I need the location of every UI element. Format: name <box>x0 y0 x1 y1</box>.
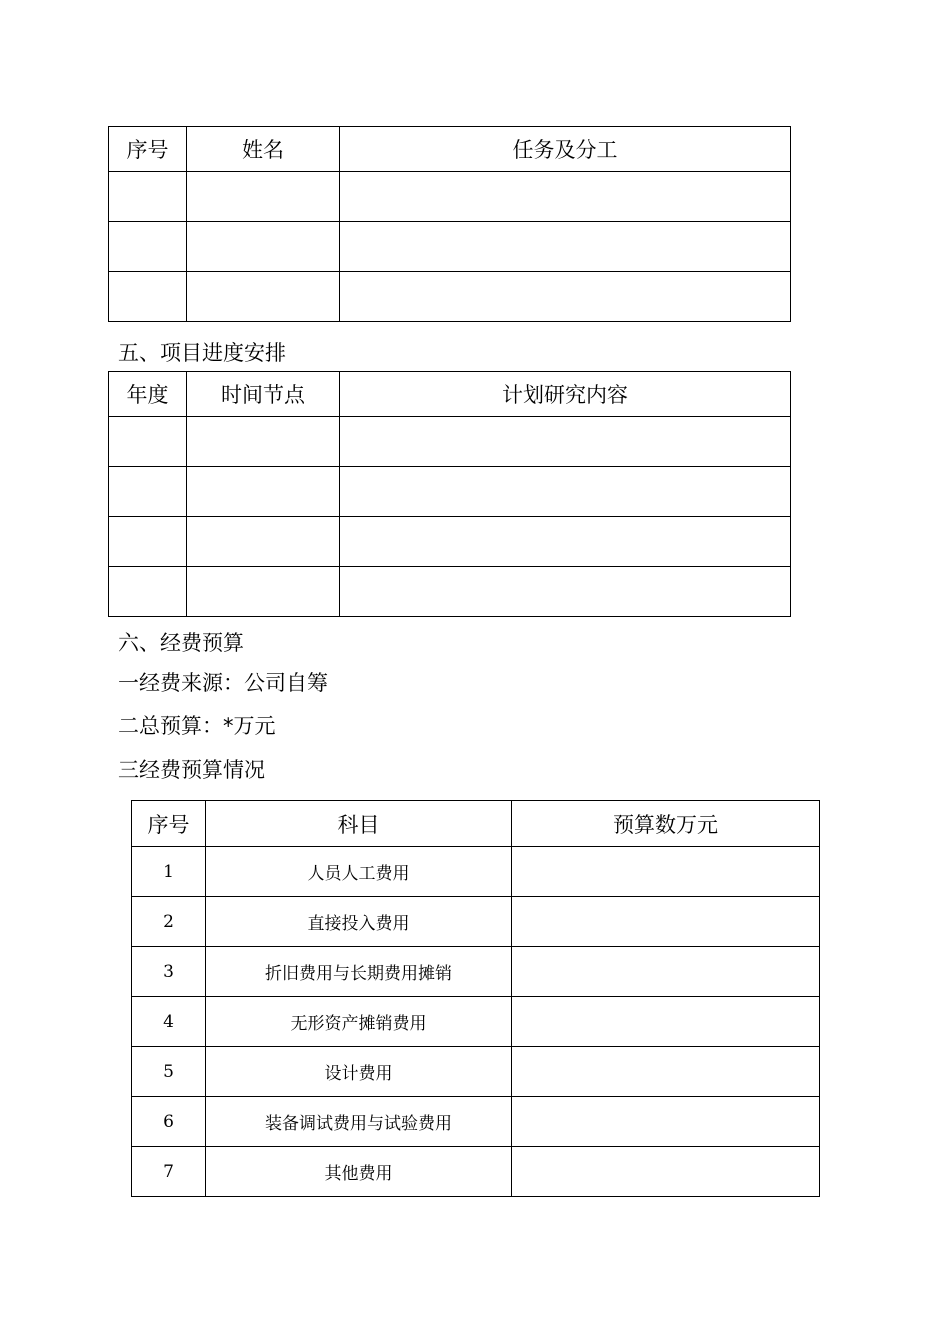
table-cell[interactable] <box>340 272 791 322</box>
budget-detail-title: 三经费预算情况 <box>118 758 265 782</box>
table-row <box>109 517 791 567</box>
budget-amount[interactable] <box>512 997 820 1047</box>
budget-item: 设计费用 <box>206 1047 512 1097</box>
team-header-task: 任务及分工 <box>340 127 791 172</box>
table-row <box>109 467 791 517</box>
section5-title: 五、项目进度安排 <box>118 341 286 365</box>
team-header-name: 姓名 <box>187 127 340 172</box>
total-budget: 二总预算：*万元 <box>118 714 276 738</box>
row-number: 1 <box>132 847 206 897</box>
budget-header-item: 科目 <box>206 801 512 847</box>
row-number: 4 <box>132 997 206 1047</box>
budget-item: 无形资产摊销费用 <box>206 997 512 1047</box>
table-cell[interactable] <box>109 222 187 272</box>
row-number: 7 <box>132 1147 206 1197</box>
table-row <box>132 947 820 997</box>
table-row <box>109 222 791 272</box>
budget-item: 直接投入费用 <box>206 897 512 947</box>
table-cell[interactable] <box>187 172 340 222</box>
table-row <box>109 272 791 322</box>
row-number: 3 <box>132 947 206 997</box>
budget-item: 人员人工费用 <box>206 847 512 897</box>
budget-item: 其他费用 <box>206 1147 512 1197</box>
table-cell[interactable] <box>187 517 340 567</box>
row-number: 5 <box>132 1047 206 1097</box>
schedule-table <box>108 371 791 617</box>
budget-header-no: 序号 <box>132 801 206 847</box>
table-cell[interactable] <box>340 417 791 467</box>
schedule-header-milestone: 时间节点 <box>187 372 340 417</box>
table-cell[interactable] <box>340 467 791 517</box>
table-cell[interactable] <box>109 517 187 567</box>
budget-amount[interactable] <box>512 947 820 997</box>
table-cell[interactable] <box>109 467 187 517</box>
table-cell[interactable] <box>109 172 187 222</box>
table-row <box>132 1097 820 1147</box>
table-cell[interactable] <box>187 272 340 322</box>
table-cell[interactable] <box>187 222 340 272</box>
table-cell[interactable] <box>340 567 791 617</box>
budget-item: 装备调试费用与试验费用 <box>206 1097 512 1147</box>
table-row <box>132 1147 820 1197</box>
budget-header-amount: 预算数万元 <box>512 801 820 847</box>
schedule-header-plan: 计划研究内容 <box>340 372 791 417</box>
budget-table <box>131 800 820 1197</box>
budget-item: 折旧费用与长期费用摊销 <box>206 947 512 997</box>
table-cell[interactable] <box>187 417 340 467</box>
table-cell[interactable] <box>109 567 187 617</box>
table-row <box>109 567 791 617</box>
team-header-no: 序号 <box>109 127 187 172</box>
budget-amount[interactable] <box>512 847 820 897</box>
table-row <box>109 172 791 222</box>
table-cell[interactable] <box>340 517 791 567</box>
budget-amount[interactable] <box>512 1047 820 1097</box>
table-cell[interactable] <box>187 467 340 517</box>
row-number: 2 <box>132 897 206 947</box>
row-number: 6 <box>132 1097 206 1147</box>
funding-source: 一经费来源：公司自筹 <box>118 671 328 695</box>
table-cell[interactable] <box>340 222 791 272</box>
budget-amount[interactable] <box>512 1097 820 1147</box>
budget-table-header <box>132 801 820 847</box>
table-row <box>109 417 791 467</box>
team-table <box>108 126 791 322</box>
table-row <box>132 847 820 897</box>
budget-amount[interactable] <box>512 1147 820 1197</box>
table-row <box>132 997 820 1047</box>
table-row <box>132 897 820 947</box>
table-cell[interactable] <box>109 272 187 322</box>
section6-title: 六、经费预算 <box>118 631 244 655</box>
table-cell[interactable] <box>340 172 791 222</box>
table-cell[interactable] <box>109 417 187 467</box>
budget-amount[interactable] <box>512 897 820 947</box>
schedule-table-header <box>109 372 791 417</box>
team-table-header <box>109 127 791 172</box>
schedule-header-year: 年度 <box>109 372 187 417</box>
table-row <box>132 1047 820 1097</box>
table-cell[interactable] <box>187 567 340 617</box>
